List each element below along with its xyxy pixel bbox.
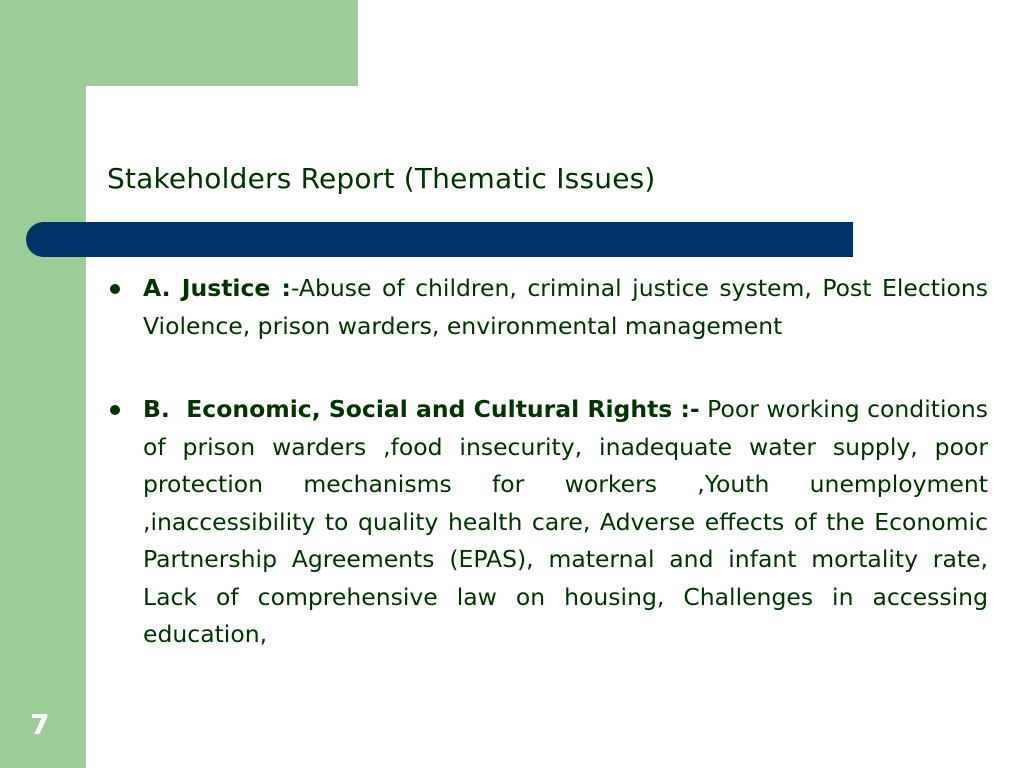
top-green-band — [0, 0, 358, 86]
bullet-item-escr — [108, 391, 988, 654]
page-number: 7 — [30, 708, 50, 741]
slide-title: Stakeholders Report (Thematic Issues) — [107, 162, 656, 195]
bullet-heading: A. Justice : — [143, 274, 291, 302]
bullet-text: Poor working conditions of prison warders ,food insecurity, inadequate water supply, poor protection mechanisms for workers ,Youth unemployment ,inaccessibility to quality health care, Adverse effects of the Economic Partnership Agreements (EPAS), maternal and infant mortality rate, Lack of comprehensive law on housing, Challenges in accessing education, — [143, 395, 989, 648]
bullet-dot-icon — [110, 405, 120, 415]
left-green-band — [0, 0, 86, 768]
bullet-dot-icon — [110, 284, 120, 294]
bullet-heading: B. Economic, Social and Cultural Rights :- — [143, 395, 700, 423]
bullet-item-justice — [108, 270, 988, 345]
title-underline-bar — [26, 222, 853, 257]
bullet-list — [108, 270, 988, 700]
bullet-text: -Abuse of children, criminal justice system, Post Elections Violence, prison warders, environmental management — [143, 274, 988, 340]
